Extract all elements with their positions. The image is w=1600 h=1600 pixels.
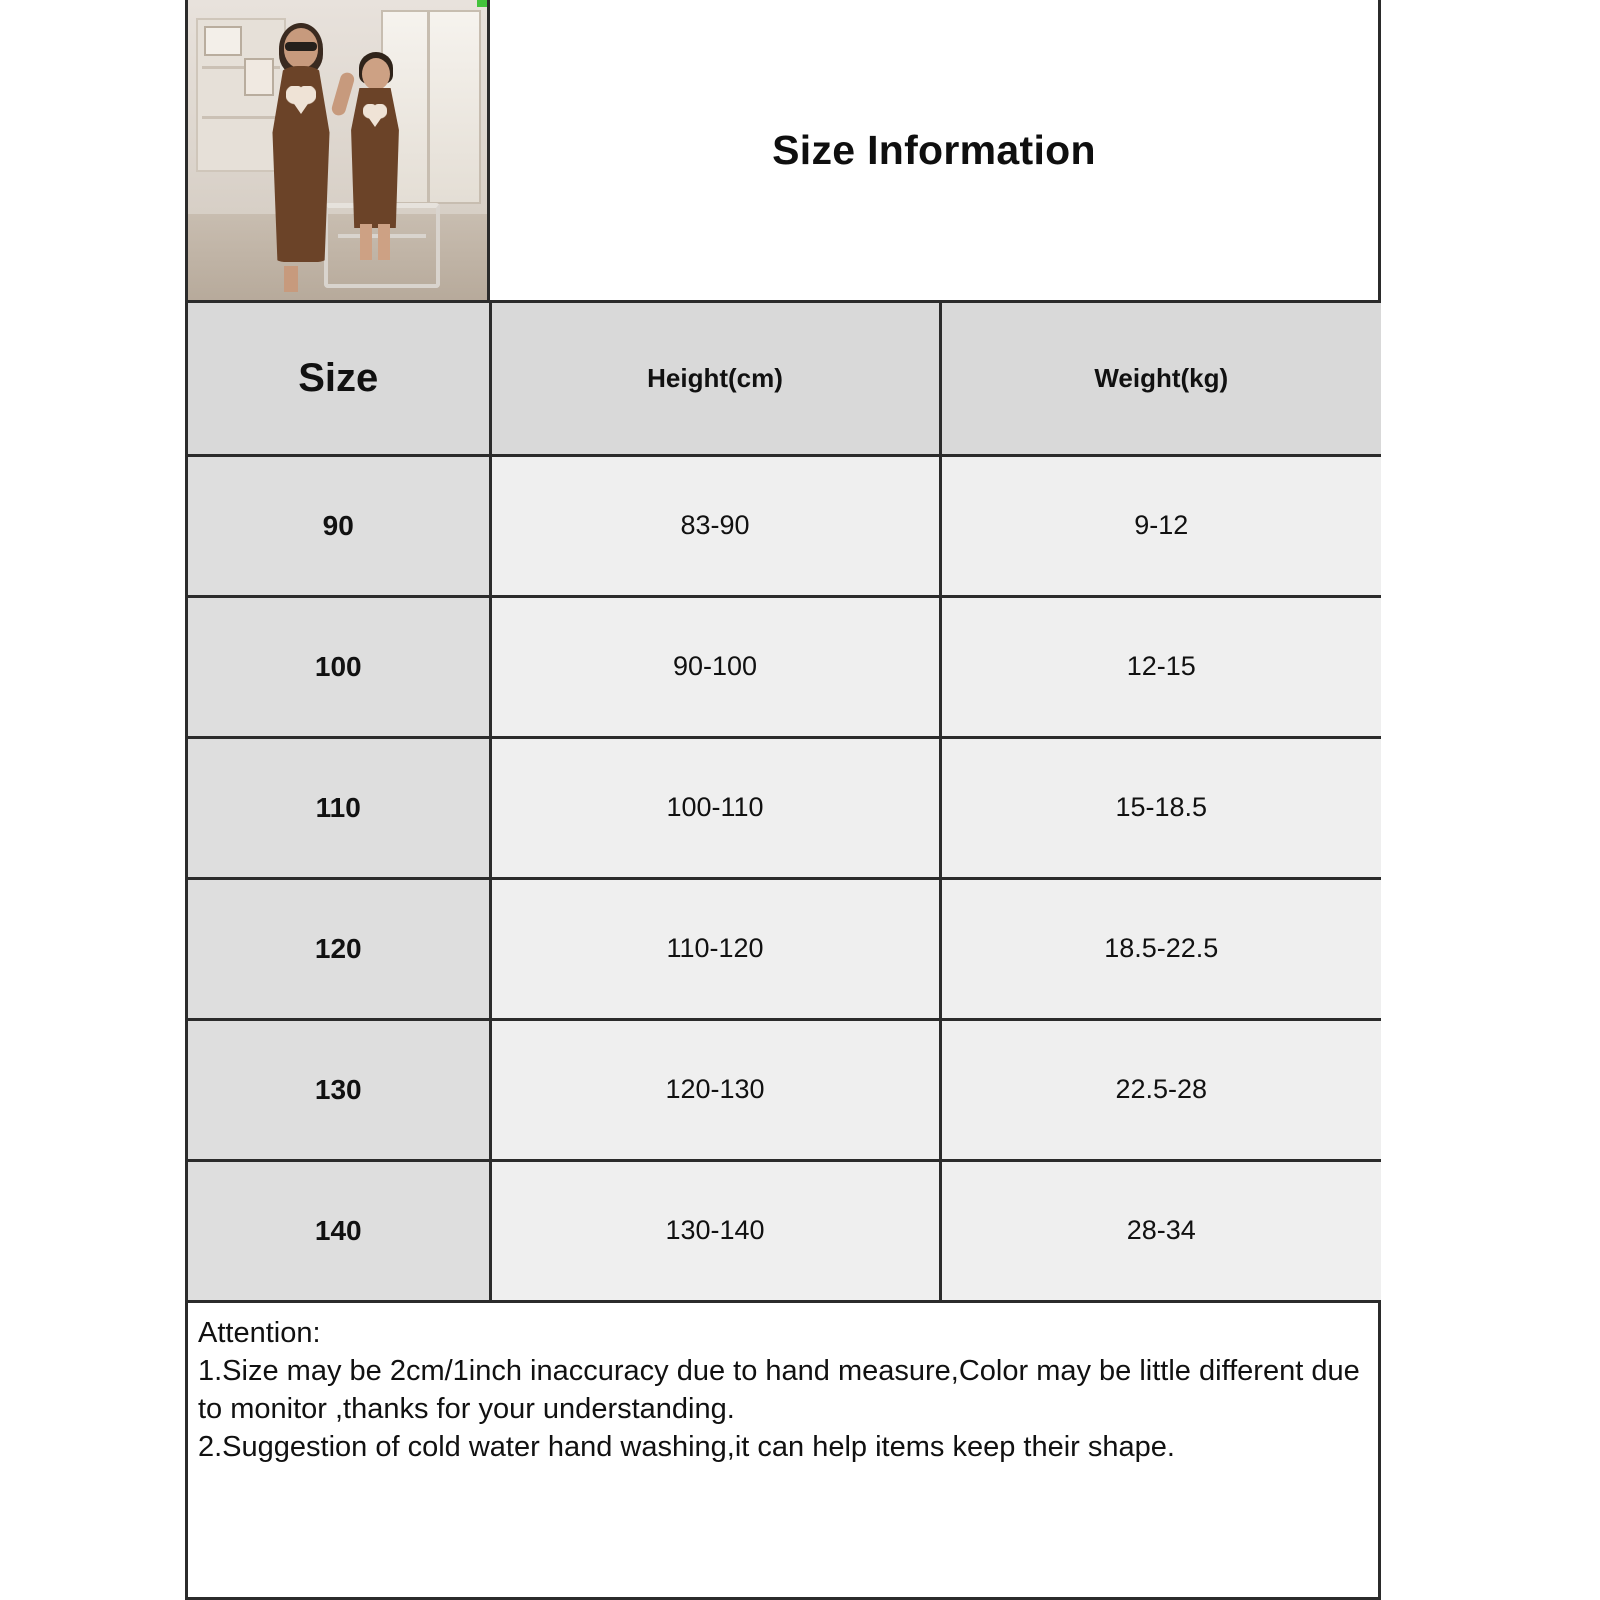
attention-block <box>188 1303 1378 1467</box>
size-table-body <box>188 455 1381 1301</box>
size-table-head <box>188 303 1381 455</box>
table-row <box>188 878 1381 1019</box>
attention-line-1: 1.Size may be 2cm/1inch inaccuracy due to hand measure,Color may be little different due to monitor ,thanks for your understanding. <box>198 1355 1368 1425</box>
cell-size: 100 <box>188 596 490 737</box>
cell-size: 90 <box>188 455 490 596</box>
cell-weight: 18.5-22.5 <box>940 878 1381 1019</box>
sunglasses-icon <box>285 42 317 51</box>
table-header-row <box>188 303 1381 455</box>
cell-size: 130 <box>188 1019 490 1160</box>
cell-weight: 22.5-28 <box>940 1019 1381 1160</box>
header-height: Height(cm) <box>490 303 940 455</box>
heart-icon <box>363 104 387 126</box>
table-row <box>188 1160 1381 1301</box>
table-row <box>188 596 1381 737</box>
cell-size: 120 <box>188 878 490 1019</box>
chart-header-row <box>188 0 1378 303</box>
attention-heading: Attention: <box>198 1316 321 1349</box>
product-photo-cell <box>188 0 490 300</box>
attention-line-2: 2.Suggestion of cold water hand washing,it can help items keep their shape. <box>198 1430 1175 1463</box>
table-row <box>188 1019 1381 1160</box>
header-weight: Weight(kg) <box>940 303 1381 455</box>
cell-height: 130-140 <box>490 1160 940 1301</box>
size-chart-frame <box>185 0 1381 1600</box>
child-model <box>344 58 406 268</box>
cell-height: 120-130 <box>490 1019 940 1160</box>
cell-height: 90-100 <box>490 596 940 737</box>
cell-weight: 28-34 <box>940 1160 1381 1301</box>
cell-weight: 15-18.5 <box>940 737 1381 878</box>
cell-weight: 9-12 <box>940 455 1381 596</box>
table-row <box>188 737 1381 878</box>
size-table <box>188 303 1381 1303</box>
picture-frame-icon <box>204 26 242 56</box>
cell-height: 110-120 <box>490 878 940 1019</box>
adult-model <box>262 28 340 278</box>
head-shape <box>362 58 390 90</box>
cell-size: 140 <box>188 1160 490 1301</box>
table-row <box>188 455 1381 596</box>
header-size: Size <box>188 303 490 455</box>
cell-height: 100-110 <box>490 737 940 878</box>
legs-shape <box>360 224 390 260</box>
cell-height: 83-90 <box>490 455 940 596</box>
leg-shape <box>284 266 298 292</box>
product-photo <box>188 0 487 300</box>
cell-weight: 12-15 <box>940 596 1381 737</box>
heart-icon <box>286 86 316 113</box>
title-cell <box>490 0 1378 300</box>
cell-size: 110 <box>188 737 490 878</box>
page-title: Size Information <box>772 126 1096 173</box>
corner-marker <box>477 0 487 7</box>
